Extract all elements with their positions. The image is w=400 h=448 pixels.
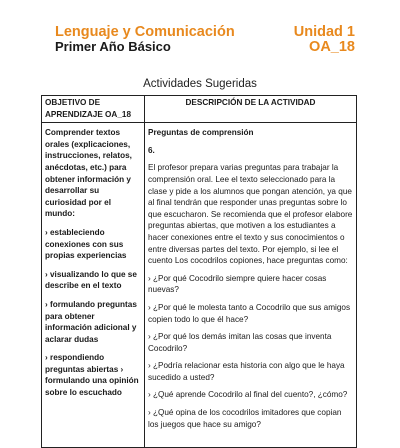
table-row	[42, 123, 357, 448]
question-item: › ¿Qué opina de los cocodrilos imitadores que copian los juegos que hace su amigo?	[148, 408, 342, 429]
header-row-bottom	[55, 39, 355, 55]
section-title: Actividades Sugeridas	[143, 78, 257, 90]
objective-code: OA_18	[309, 39, 355, 55]
question-item: › ¿Por qué los demás imitan las cosas que inventa Cocodrilo?	[148, 332, 332, 353]
description-column-header: DESCRIPCIÓN DE LA ACTIVIDAD	[145, 96, 357, 123]
description-cell	[145, 123, 357, 448]
objective-text: Comprender textos orales (explicaciones, instrucciones, relatos, anécdotas, etc.) para obtener información y desarrollar su curiosidad por el mundo:	[45, 128, 132, 219]
objective-bullet: › formulando preguntas para obtener información adicional y aclarar dudas	[45, 299, 137, 344]
question-item: › ¿Podría relacionar esta historia con algo que le haya sucedido a usted?	[148, 361, 345, 382]
objective-column-header: OBJETIVO DE APRENDIZAJE OA_18	[42, 96, 145, 123]
activity-number: 6.	[148, 145, 155, 155]
header-row-top	[55, 24, 355, 40]
objective-bullet: › visualizando lo que se describe en el texto	[45, 269, 137, 291]
activity-title: Preguntas de comprensión	[148, 128, 254, 138]
unit-label: Unidad 1	[293, 24, 355, 40]
activity-text: El profesor prepara varias preguntas para trabajar la comprensión oral. Lee el texto seleccionado para la clase y pide a los alumnos que pongan atención, ya que al final tendrán que responder unas preguntas sobre lo que escucharon. Se recomienda que el profesor elabore preguntas abiertas, que motiven a los estudiantes a hacer conexiones entre el texto y sus conocimientos o entre diversas partes del texto. Por ejemplo, si lee el cuento Los cocodrilos copiones, hace preguntas como:	[148, 163, 353, 266]
activities-table	[41, 95, 357, 448]
objective-cell	[42, 123, 145, 448]
question-item: › ¿Qué aprende Cocodrilo al final del cuento?, ¿cómo?	[148, 390, 348, 400]
objective-bullet: › respondiendo preguntas abiertas › formulando una opinión sobre lo escuchado	[45, 353, 139, 398]
question-item: › ¿Por qué Cocodrilo siempre quiere hacer cosas nuevas?	[148, 273, 327, 295]
objective-bullet: › estableciendo conexiones con sus propias experiencias	[45, 227, 127, 261]
table-header-row	[42, 96, 357, 123]
subject-title: Lenguaje y Comunicación	[55, 24, 235, 40]
grade-label: Primer Año Básico	[55, 39, 171, 54]
question-item: › ¿Por qué le molesta tanto a Cocodrilo que sus amigos copien todo lo que él hace?	[148, 302, 351, 324]
